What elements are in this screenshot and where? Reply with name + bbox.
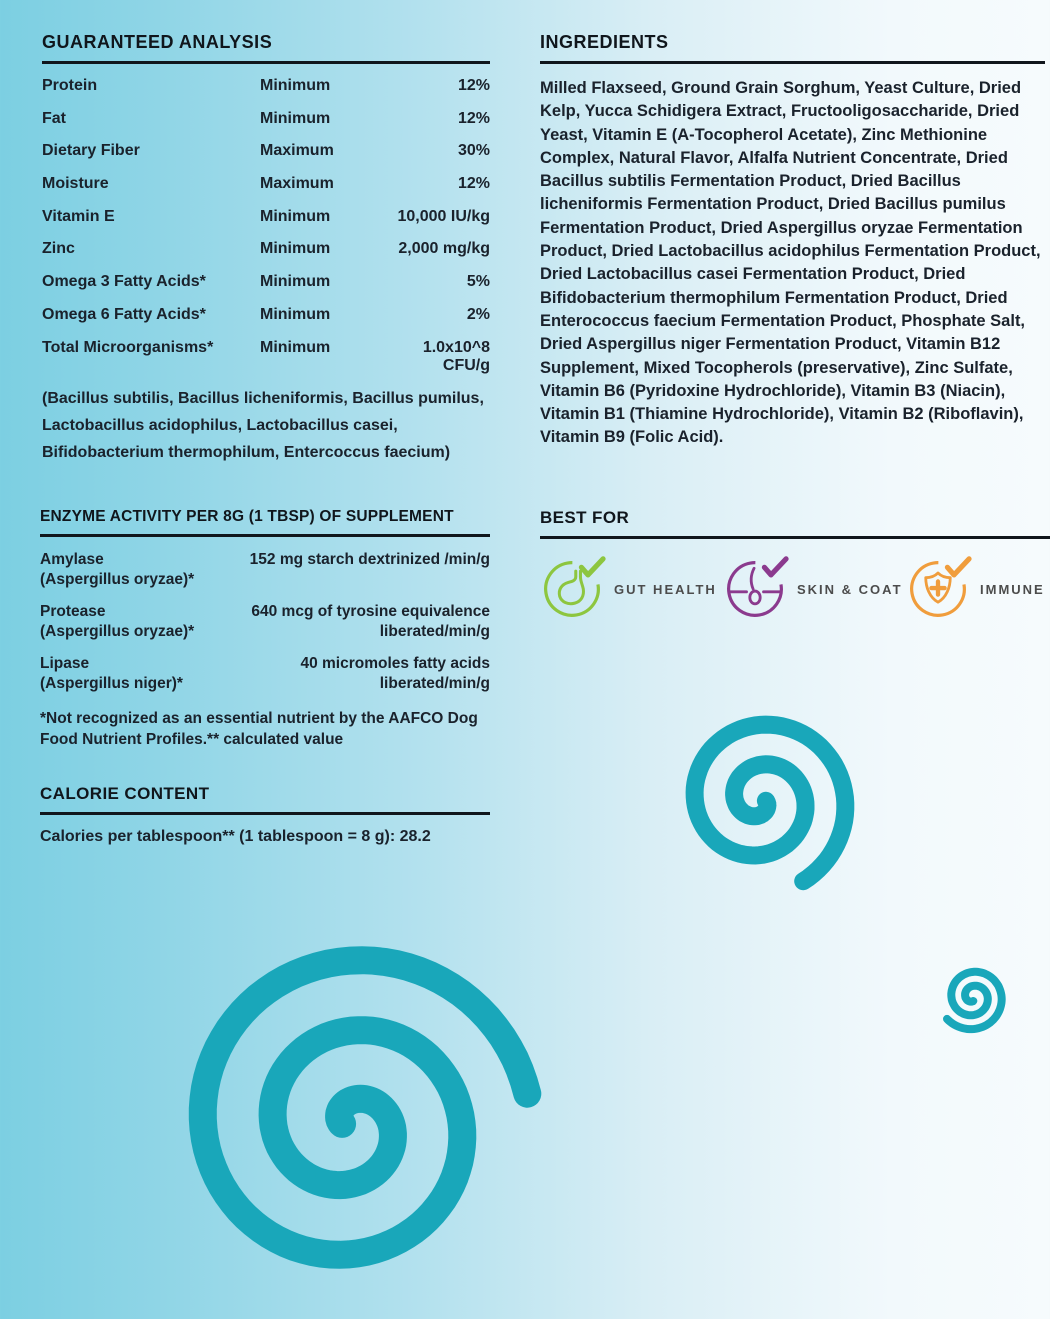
section-underline [540,536,1050,539]
table-row [42,339,490,372]
best-for-section [540,508,1050,629]
nutrient-name: Protein [42,77,98,94]
value: 2% [466,305,490,323]
calorie-line: Calories per tablespoon** (1 tablespoon = 8 g): 28.2 [40,828,431,845]
enzyme-source: (Aspergillus oryzae)* [40,570,195,588]
table-row [40,654,490,693]
stomach-check-icon [540,557,604,621]
basis: Maximum [260,142,334,160]
best-for-label: IMMUNE [980,581,1045,597]
basis: Minimum [260,240,331,258]
enzyme-activity-section [40,508,490,766]
enzyme-name: Amylase [40,551,104,568]
section-underline [42,61,490,64]
table-row [42,142,490,175]
nutrient-name: Omega 3 Fatty Acids* [42,273,206,291]
guaranteed-analysis-table [42,77,490,374]
table-row [42,77,490,110]
basis: Minimum [260,338,331,356]
basis: Minimum [260,109,331,127]
nutrient-name: Omega 6 Fatty Acids* [42,305,206,323]
value: 12% [457,175,490,193]
basis: Minimum [260,207,331,225]
table-row [42,273,490,306]
ingredients-title: INGREDIENTS [540,32,669,52]
ingredients-section [540,32,1045,466]
hair-follicle-check-icon [723,557,787,621]
enzyme-source: (Aspergillus niger)* [40,674,183,692]
table-row [42,240,490,273]
enzyme-activity-title: ENZYME ACTIVITY PER 8G (1 TBSP) OF SUPPLEMENT [40,508,454,525]
nutrient-name: Total Microorganisms* [42,338,214,356]
basis: Minimum [260,305,331,323]
section-underline [40,534,490,537]
best-for-gut-health [540,557,717,621]
spiral-logo-large-cropped [156,931,544,1319]
value: 12% [457,77,490,94]
nutrient-name: Moisture [42,175,109,193]
basis: Minimum [260,273,331,291]
best-for-items [540,557,1050,629]
value: 30% [457,142,490,160]
nutrient-name: Dietary Fiber [42,142,140,160]
microorganisms-note: (Bacillus subtilis, Bacillus licheniformis, Bacillus pumilus, Lactobacillus acidophilus, Lactobacillus casei, Bifidobacterium thermophilum, Entercoccus faecium) [42,390,484,462]
best-for-immune [906,557,1045,621]
best-for-label: SKIN & COAT [797,581,903,597]
calorie-content-section [40,784,490,862]
ingredients-text: Milled Flaxseed, Ground Grain Sorghum, Yeast Culture, Dried Kelp, Yucca Schidigera Extract, Fructooligosaccharide, Dried Yeast, Vitamin E (A-Tocopherol Acetate), Zinc Methionine Complex, Natural Flavor, Alfalfa Nutrient Concentrate, Dried Bacillus subtilis Fermentation Product, Dried Bacillus licheniformis Fermentation Product, Dried Bacillus pumilus Fermentation Product, Dried Aspergillus oryzae Fermentation Product, Dried Lactobacillus acidophilus Fermentation Product, Dried Lactobacillus casei Fermentation Product, Dried Bifidobacterium thermophilum Fermentation Product, Dried Enterococcus faecium Fermentation Product, Phosphate Salt, Dried Aspergillus niger Fermentation Product, Vitamin B12 Supplement, Mixed Tocopherols (preservative), Zinc Sulfate, Vitamin B6 (Pyridoxine Hydrochloride), Vitamin B3 (Niacin), Vitamin B1 (Thiamine Hydrochloride), Vitamin B2 (Riboflavin), Vitamin B9 (Folic Acid). [540,79,1041,447]
section-underline [540,61,1045,64]
nutrient-name: Zinc [42,240,75,258]
table-row [42,110,490,143]
nutrient-name: Fat [42,109,66,127]
table-row [42,208,490,241]
enzyme-value: 152 mg starch dextrinized /min/g [249,551,490,568]
enzyme-name: Protease [40,603,106,620]
value: 5% [466,273,490,291]
spiral-logo-small [929,953,1017,1041]
calorie-content-title: CALORIE CONTENT [40,784,210,803]
enzyme-value: 40 micromoles fatty acids liberated/min/g [300,655,490,692]
value: 10,000 IU/kg [397,207,490,225]
table-row [42,175,490,208]
best-for-skin-coat [723,557,903,621]
table-row [42,306,490,339]
enzyme-source: (Aspergillus oryzae)* [40,622,195,640]
value: 2,000 mg/kg [398,240,490,258]
enzyme-value: 640 mcg of tyrosine equivalence liberated/min/g [251,603,490,640]
value: 12% [457,109,490,127]
table-row [40,550,490,589]
value: 1.0x10^8 CFU/g [422,338,490,374]
shield-cross-check-icon [906,557,970,621]
spiral-logo [656,696,864,904]
guaranteed-analysis-section [42,32,490,482]
basis: Minimum [260,77,331,94]
best-for-title: BEST FOR [540,508,630,527]
table-row [40,602,490,641]
aafco-footnote: *Not recognized as an essential nutrient by the AAFCO Dog Food Nutrient Profiles.** calculated value [40,710,478,748]
nutrient-name: Vitamin E [42,207,115,225]
enzyme-name: Lipase [40,655,90,672]
best-for-label: GUT HEALTH [614,581,717,597]
section-underline [40,812,490,815]
guaranteed-analysis-title: GUARANTEED ANALYSIS [42,32,273,52]
basis: Maximum [260,175,334,193]
